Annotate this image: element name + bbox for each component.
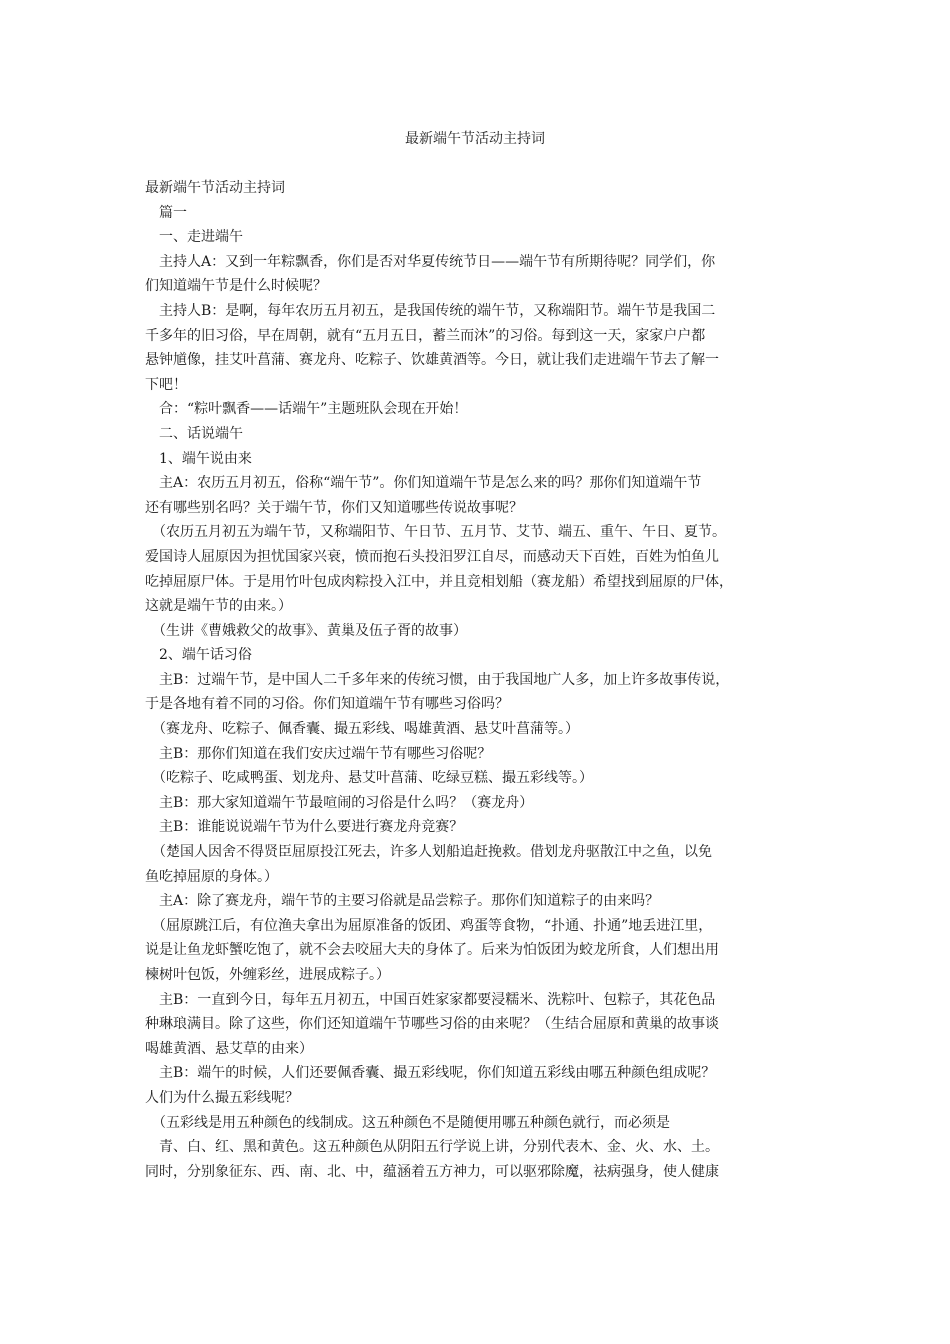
text-line: 同时，分别象征东、西、南、北、中，蕴涵着五方神力，可以驱邪除魔，祛病强身，使人健康 bbox=[145, 1163, 719, 1180]
text-line: 还有哪些别名吗？关于端午节，你们又知道哪些传说故事呢？ bbox=[145, 499, 523, 516]
text-line: 主B：过端午节，是中国人二千多年来的传统习惯，由于我国地广人多，加上许多故事传说， bbox=[145, 671, 730, 688]
text-line: 主B：那你们知道在我们安庆过端午节有哪些习俗呢？ bbox=[145, 745, 492, 762]
text-line: （楚国人因舍不得贤臣屈原投江死去，许多人划船追赶挽救。借划龙舟驱散江中之鱼，以免 bbox=[145, 844, 712, 861]
text-line: 们知道端午节是什么时候呢？ bbox=[145, 278, 327, 295]
text-line: （吃粽子、吃咸鸭蛋、划龙舟、悬艾叶菖蒲、吃绿豆糕、撮五彩线等。） bbox=[145, 770, 593, 787]
text-line: 楝树叶包饭，外缠彩丝，进展成粽子。） bbox=[145, 967, 390, 983]
text-line: 主B：一直到今日，每年五月初五，中国百姓家家都要浸糯米、洗粽叶、包粽子，其花色品 bbox=[145, 991, 716, 1008]
text-line: 于是各地有着不同的习俗。你们知道端午节有哪些习俗吗？ bbox=[145, 696, 509, 713]
text-line: 主B：那大家知道端午节最喧闹的习俗是什么吗？（赛龙舟） bbox=[145, 794, 534, 811]
text-line: 二、话说端午 bbox=[145, 425, 243, 442]
text-line: 吃掉屈原尸体。于是用竹叶包成肉粽投入江中，并且竞相划船（赛龙船）希望找到屈原的尸体， bbox=[145, 573, 733, 590]
text-line: 主持人B：是啊，每年农历五月初五，是我国传统的端午节，又称端阳节。端午节是我国二 bbox=[145, 302, 716, 319]
text-line: 最新端午节活动主持词 bbox=[145, 180, 285, 196]
text-line: 千多年的旧习俗，早在周朝，就有“五月五日，蓄兰而沐”的习俗。每到这一天，家家户户都 bbox=[145, 327, 706, 344]
text-line: 主B：谁能说说端午节为什么要进行赛龙舟竞赛？ bbox=[145, 819, 464, 836]
text-line: 主持人A：又到一年粽飘香，你们是否对华夏传统节日——端午节有所期待呢？同学们，你 bbox=[145, 253, 716, 270]
text-line: （农历五月初五为端午节，又称端阳节、午日节、五月节、艾节、端五、重午、午日、夏节。 bbox=[145, 524, 726, 541]
text-line: 悬钟馗像，挂艾叶菖蒲、赛龙舟、吃粽子、饮雄黄酒等。今日，就让我们走进端午节去了解一 bbox=[145, 352, 719, 369]
text-line: 主A：除了赛龙舟，端午节的主要习俗就是品尝粽子。那你们知道粽子的由来吗？ bbox=[145, 893, 660, 910]
text-line: 人们为什么撮五彩线呢？ bbox=[145, 1089, 299, 1106]
text-line: 2、端午话习俗 bbox=[145, 647, 252, 664]
text-line: （赛龙舟、吃粽子、佩香囊、撮五彩线、喝雄黄酒、悬艾叶菖蒲等。） bbox=[145, 721, 579, 738]
text-line: 青、白、红、黑和黄色。这五种颜色从阴阳五行学说上讲，分别代表木、金、火、水、土。 bbox=[145, 1139, 719, 1156]
text-line: 爱国诗人屈原因为担忧国家兴衰，愤而抱石头投汨罗江自尽，而感动天下百姓，百姓为怕鱼儿 bbox=[145, 548, 719, 565]
text-line: 说是让鱼龙虾蟹吃饱了，就不会去咬屈大夫的身体了。后来为怕饭团为蛟龙所食，人们想出用 bbox=[145, 942, 719, 959]
text-line: 主A：农历五月初五，俗称“端午节”。你们知道端午节是怎么来的吗？那你们知道端午节 bbox=[145, 475, 702, 492]
text-line: 下吧！ bbox=[145, 376, 187, 393]
text-line: 鱼吃掉屈原的身体。） bbox=[145, 868, 278, 885]
text-line: 主B：端午的时候，人们还要佩香囊、撮五彩线呢，你们知道五彩线由哪五种颜色组成呢？ bbox=[145, 1065, 716, 1082]
text-line: （屈原跳江后，有位渔夫拿出为屈原准备的饭团、鸡蛋等食物，“扑通、扑通”地丢进江里， bbox=[145, 917, 713, 934]
text-line: 一、走进端午 bbox=[145, 229, 243, 246]
text-line: 篇一 bbox=[145, 204, 187, 221]
text-line: （生讲《曹娥救父的故事》、黄巢及伍子胥的故事） bbox=[145, 622, 467, 639]
text-line: 种琳琅满目。除了这些，你们还知道端午节哪些习俗的由来呢？（生结合屈原和黄巢的故事谈 bbox=[145, 1016, 719, 1033]
text-line: 合：“粽叶飘香——话端午”主题班队会现在开始！ bbox=[145, 401, 468, 418]
page-title: 最新端午节活动主持词 bbox=[405, 131, 545, 147]
text-line: （五彩线是用五种颜色的线制成。这五种颜色不是随便用哪五种颜色就行，而必须是 bbox=[145, 1114, 670, 1131]
text-line: 1、端午说由来 bbox=[145, 450, 252, 467]
body-text bbox=[145, 176, 805, 1184]
text-line: 这就是端午节的由来。） bbox=[145, 598, 292, 615]
text-line: 喝雄黄酒、悬艾草的由来） bbox=[145, 1040, 313, 1057]
